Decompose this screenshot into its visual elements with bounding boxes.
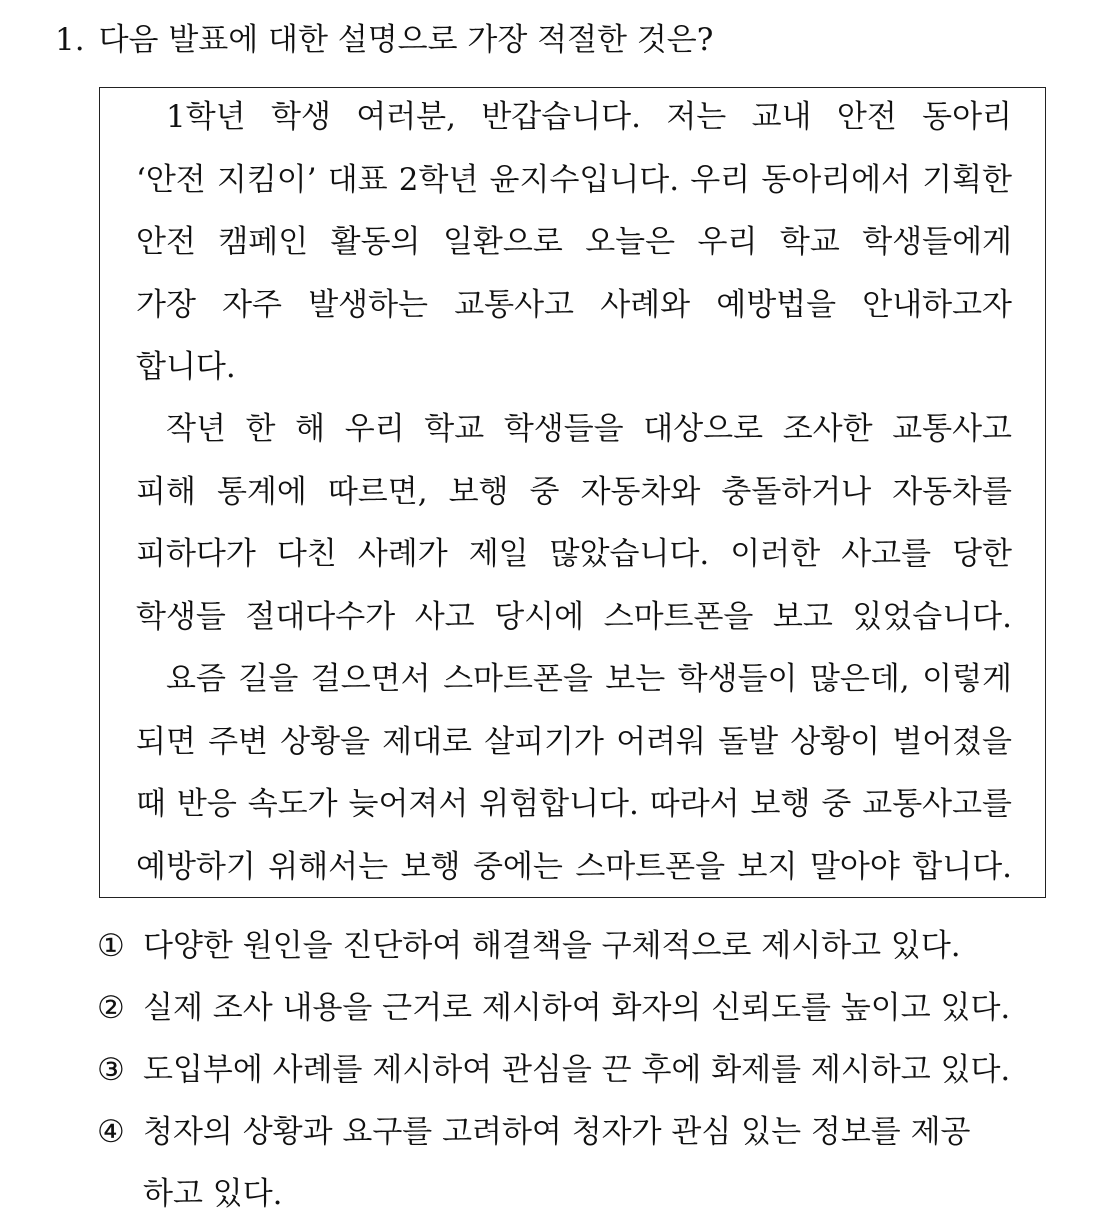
choice-text: 청자의 상황과 요구를 고려하여 청자가 관심 있는 정보를 제공 (143, 1114, 971, 1150)
choice-text: 도입부에 사례를 제시하여 관심을 끈 후에 화제를 제시하고 있다. (143, 1052, 1011, 1088)
question-text: 다음 발표에 대한 설명으로 가장 적절한 것은? (98, 22, 714, 58)
passage-line: 되면 주변 상황을 제대로 살피기가 어려워 돌발 상황이 벌어졌을 (136, 724, 1012, 760)
choice-3[interactable] (97, 1048, 1010, 1092)
passage-line: 합니다. (136, 349, 236, 385)
passage-box (99, 87, 1046, 898)
passage-line: 피하다가 다친 사례가 제일 많았습니다. 이러한 사고를 당한 (136, 536, 1012, 572)
passage-line: 피해 통계에 따르면, 보행 중 자동차와 충돌하거나 자동차를 (136, 474, 1012, 510)
passage-line: 1학년 학생 여러분, 반갑습니다. 저는 교내 안전 동아리 (166, 99, 1012, 135)
passage-line: 요즘 길을 걸으면서 스마트폰을 보는 학생들이 많은데, 이렇게 (166, 661, 1012, 697)
passage-line: 안전 캠페인 활동의 일환으로 오늘은 우리 학교 학생들에게 (136, 224, 1012, 260)
choice-mark: ④ (97, 1114, 125, 1150)
passage-line: 학생들 절대다수가 사고 당시에 스마트폰을 보고 있었습니다. (136, 599, 1012, 635)
choice-mark: ③ (97, 1052, 125, 1088)
choice-2[interactable] (97, 986, 1010, 1030)
question-number: 1. (55, 22, 85, 58)
choice-text: 다양한 원인을 진단하여 해결책을 구체적으로 제시하고 있다. (143, 928, 961, 964)
passage-line: 작년 한 해 우리 학교 학생들을 대상으로 조사한 교통사고 (166, 411, 1012, 447)
question-stem (55, 18, 713, 62)
passage-line: 때 반응 속도가 늦어져서 위험합니다. 따라서 보행 중 교통사고를 (136, 786, 1012, 822)
choice-4-continuation: 하고 있다. (143, 1176, 283, 1212)
passage-line: 예방하기 위해서는 보행 중에는 스마트폰을 보지 말아야 합니다. (136, 849, 1012, 885)
choice-1[interactable] (97, 924, 961, 968)
passage-line: 가장 자주 발생하는 교통사고 사례와 예방법을 안내하고자 (136, 287, 1012, 323)
choice-mark: ① (97, 928, 125, 964)
choice-text: 실제 조사 내용을 근거로 제시하여 화자의 신뢰도를 높이고 있다. (143, 990, 1011, 1026)
choice-mark: ② (97, 990, 125, 1026)
passage-line: ‘안전 지킴이’ 대표 2학년 윤지수입니다. 우리 동아리에서 기획한 (136, 162, 1012, 198)
choice-4[interactable] (97, 1110, 970, 1154)
